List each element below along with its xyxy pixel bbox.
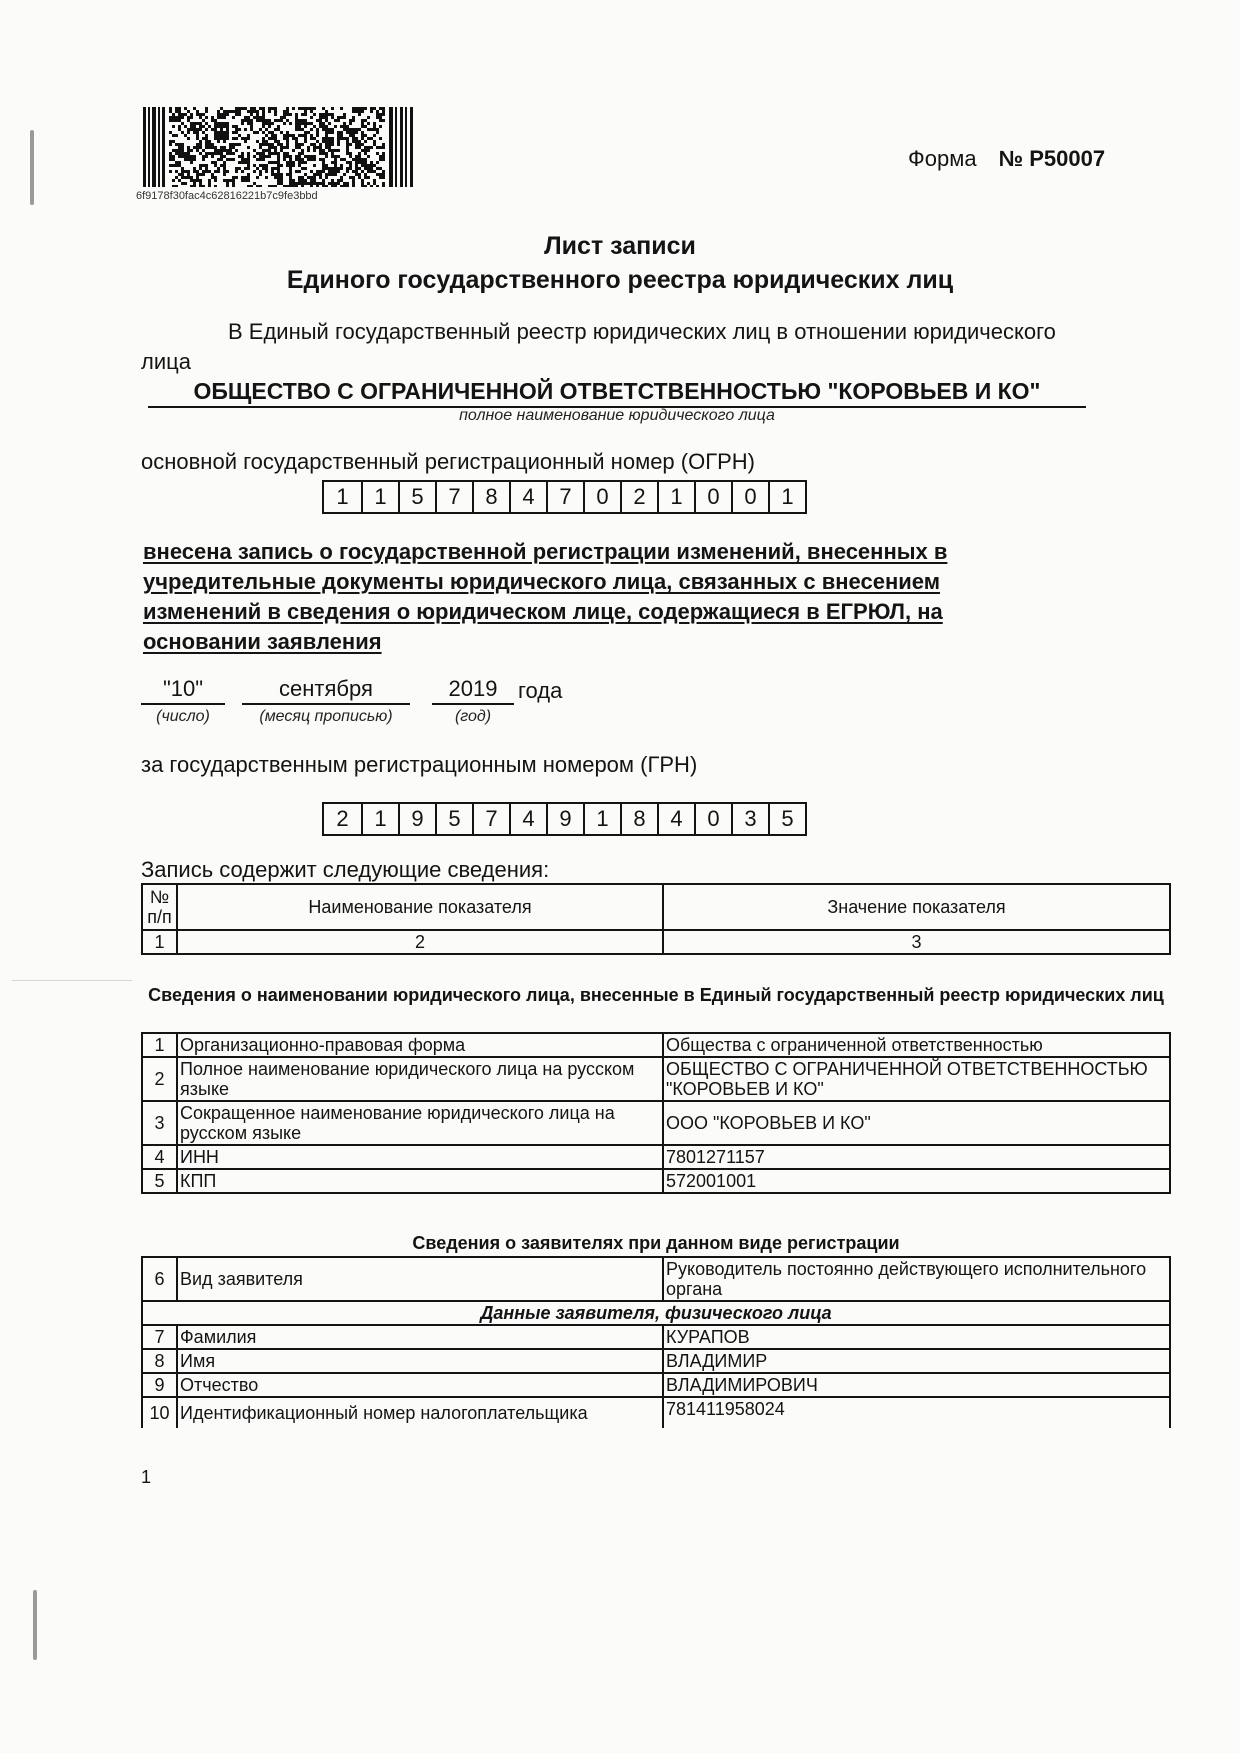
row-number: 4 bbox=[142, 1145, 177, 1169]
table-row bbox=[142, 1397, 1170, 1428]
date-day: "10" bbox=[141, 676, 225, 705]
row-key: Организационно-правовая форма bbox=[177, 1033, 663, 1057]
form-label: Форма bbox=[908, 146, 977, 171]
registration-notice bbox=[143, 537, 1093, 657]
table-row bbox=[142, 1349, 1170, 1373]
row-key: Отчество bbox=[177, 1373, 663, 1397]
col-name-header: Наименование показателя bbox=[177, 884, 663, 930]
date-year: 2019 bbox=[432, 676, 514, 705]
table-row bbox=[142, 1373, 1170, 1397]
date-month: сентября bbox=[242, 676, 410, 705]
notice-line: изменений в сведения о юридическом лице, содержащиеся в ЕГРЮЛ, на bbox=[143, 599, 943, 624]
row-value: Руководитель постоянно действующего исполнительного органа bbox=[663, 1257, 1170, 1301]
row-number: 6 bbox=[142, 1257, 177, 1301]
ogrn-digit: 7 bbox=[546, 482, 583, 512]
section-title-applicant: Сведения о заявителях при данном виде регистрации bbox=[412, 1233, 900, 1253]
staple-mark-bottom bbox=[33, 1590, 37, 1660]
ogrn-digit: 1 bbox=[657, 482, 694, 512]
ogrn-digit: 4 bbox=[509, 482, 546, 512]
grn-digit: 3 bbox=[731, 804, 768, 834]
applicant-subheader: Данные заявителя, физического лица bbox=[142, 1301, 1170, 1325]
col-index: 2 bbox=[177, 930, 663, 954]
form-number bbox=[908, 146, 1105, 172]
grn-digit: 9 bbox=[546, 804, 583, 834]
ogrn-digit: 2 bbox=[620, 482, 657, 512]
ogrn-digit: 1 bbox=[336, 484, 349, 509]
barcode bbox=[143, 107, 413, 187]
table-row bbox=[142, 1033, 1170, 1057]
name-info-table bbox=[141, 1032, 1171, 1194]
ogrn-label: основной государственный регистрационный номер (ОГРН) bbox=[141, 449, 756, 474]
row-value: 7801271157 bbox=[663, 1145, 1170, 1169]
row-value: ООО "КОРОВЬЕВ И КО" bbox=[663, 1101, 1170, 1145]
column-header-table bbox=[141, 883, 1171, 955]
grn-label: за государственным регистрационным номером (ГРН) bbox=[141, 752, 698, 777]
table-row bbox=[142, 1325, 1170, 1349]
grn-digit: 0 bbox=[694, 804, 731, 834]
row-key: Идентификационный номер налогоплательщика bbox=[177, 1397, 663, 1428]
grn-digit: 2 bbox=[336, 806, 349, 831]
row-number: 8 bbox=[142, 1349, 177, 1373]
ogrn-digit: 1 bbox=[361, 482, 398, 512]
doc-subtitle: Единого государственного реестра юридических лиц bbox=[286, 266, 954, 294]
row-value: ВЛАДИМИРОВИЧ bbox=[663, 1373, 1170, 1397]
row-number: 10 bbox=[142, 1397, 177, 1428]
row-number: 5 bbox=[142, 1169, 177, 1193]
grn-digit: 8 bbox=[620, 804, 657, 834]
grn-digit: 5 bbox=[435, 804, 472, 834]
grn-digit: 1 bbox=[361, 804, 398, 834]
ogrn-digit: 0 bbox=[583, 482, 620, 512]
date-suffix: года bbox=[518, 678, 563, 703]
ogrn-digit: 0 bbox=[731, 482, 768, 512]
applicant-table bbox=[141, 1256, 1171, 1428]
row-key: Вид заявителя bbox=[177, 1257, 663, 1301]
row-value: 781411958024 bbox=[663, 1397, 1170, 1428]
section-title-name: Сведения о наименовании юридического лица, внесенные в Единый государственный реестр юридических лиц bbox=[148, 985, 1164, 1005]
row-key: Имя bbox=[177, 1349, 663, 1373]
ogrn-digit: 5 bbox=[398, 482, 435, 512]
grn-digit: 4 bbox=[657, 804, 694, 834]
table-subheader-row bbox=[142, 1301, 1170, 1325]
grn-digit: 5 bbox=[768, 804, 805, 834]
ogrn-digit: 7 bbox=[435, 482, 472, 512]
page-number: 1 bbox=[141, 1467, 152, 1487]
row-number: 9 bbox=[142, 1373, 177, 1397]
ogrn-digit: 0 bbox=[694, 482, 731, 512]
company-name: ОБЩЕСТВО С ОГРАНИЧЕННОЙ ОТВЕТСТВЕННОСТЬЮ "КОРОВЬЕВ И КО" bbox=[148, 378, 1086, 408]
row-value: ВЛАДИМИР bbox=[663, 1349, 1170, 1373]
notice-line: внесена запись о государственной регистрации изменений, внесенных в bbox=[143, 539, 948, 564]
table-row bbox=[142, 1101, 1170, 1145]
intro-text-cont: лица bbox=[141, 349, 191, 374]
ogrn-digit: 8 bbox=[472, 482, 509, 512]
month-caption: (месяц прописью) bbox=[259, 708, 393, 725]
row-number: 1 bbox=[142, 1033, 177, 1057]
row-number: 2 bbox=[142, 1057, 177, 1101]
table-row bbox=[142, 1145, 1170, 1169]
notice-line: учредительные документы юридического лица, связанных с внесением bbox=[143, 569, 940, 594]
notice-line: основании заявления bbox=[143, 629, 382, 654]
row-value: Общества с ограниченной ответственностью bbox=[663, 1033, 1170, 1057]
grn-digit: 4 bbox=[509, 804, 546, 834]
row-key: Сокращенное наименование юридического лица на русском языке bbox=[177, 1101, 663, 1145]
form-number-value: № Р50007 bbox=[998, 146, 1106, 171]
row-number: 7 bbox=[142, 1325, 177, 1349]
table-row bbox=[142, 1057, 1170, 1101]
row-value: ОБЩЕСТВО С ОГРАНИЧЕННОЙ ОТВЕТСТВЕННОСТЬЮ "КОРОВЬЕВ И КО" bbox=[663, 1057, 1170, 1101]
row-number: 3 bbox=[142, 1101, 177, 1145]
ogrn-digit: 1 bbox=[768, 482, 805, 512]
day-caption: (число) bbox=[156, 708, 210, 725]
col-value-header: Значение показателя bbox=[663, 884, 1170, 930]
table-row bbox=[142, 1257, 1170, 1301]
doc-title: Лист записи bbox=[544, 232, 696, 260]
row-key: ИНН bbox=[177, 1145, 663, 1169]
grn-digit: 1 bbox=[583, 804, 620, 834]
row-value: КУРАПОВ bbox=[663, 1325, 1170, 1349]
col-number-header: № п/п bbox=[142, 884, 177, 930]
row-value: 572001001 bbox=[663, 1169, 1170, 1193]
row-key: Полное наименование юридического лица на русском языке bbox=[177, 1057, 663, 1101]
fold-line bbox=[12, 980, 132, 981]
row-key: Фамилия bbox=[177, 1325, 663, 1349]
contains-label: Запись содержит следующие сведения: bbox=[141, 857, 550, 882]
intro-text: В Единый государственный реестр юридических лиц в отношении юридического bbox=[228, 319, 1056, 344]
grn-digit: 9 bbox=[398, 804, 435, 834]
ogrn-digits bbox=[322, 480, 807, 514]
grn-digits bbox=[322, 802, 807, 836]
year-caption: (год) bbox=[454, 708, 492, 725]
table-row bbox=[142, 1169, 1170, 1193]
grn-digit: 7 bbox=[472, 804, 509, 834]
company-caption: полное наименование юридического лица bbox=[459, 407, 775, 424]
col-index: 1 bbox=[142, 930, 177, 954]
staple-mark-top bbox=[30, 130, 34, 205]
row-key: КПП bbox=[177, 1169, 663, 1193]
col-index: 3 bbox=[663, 930, 1170, 954]
barcode-hash: 6f9178f30fac4c62816221b7c9fe3bbd bbox=[136, 190, 318, 202]
